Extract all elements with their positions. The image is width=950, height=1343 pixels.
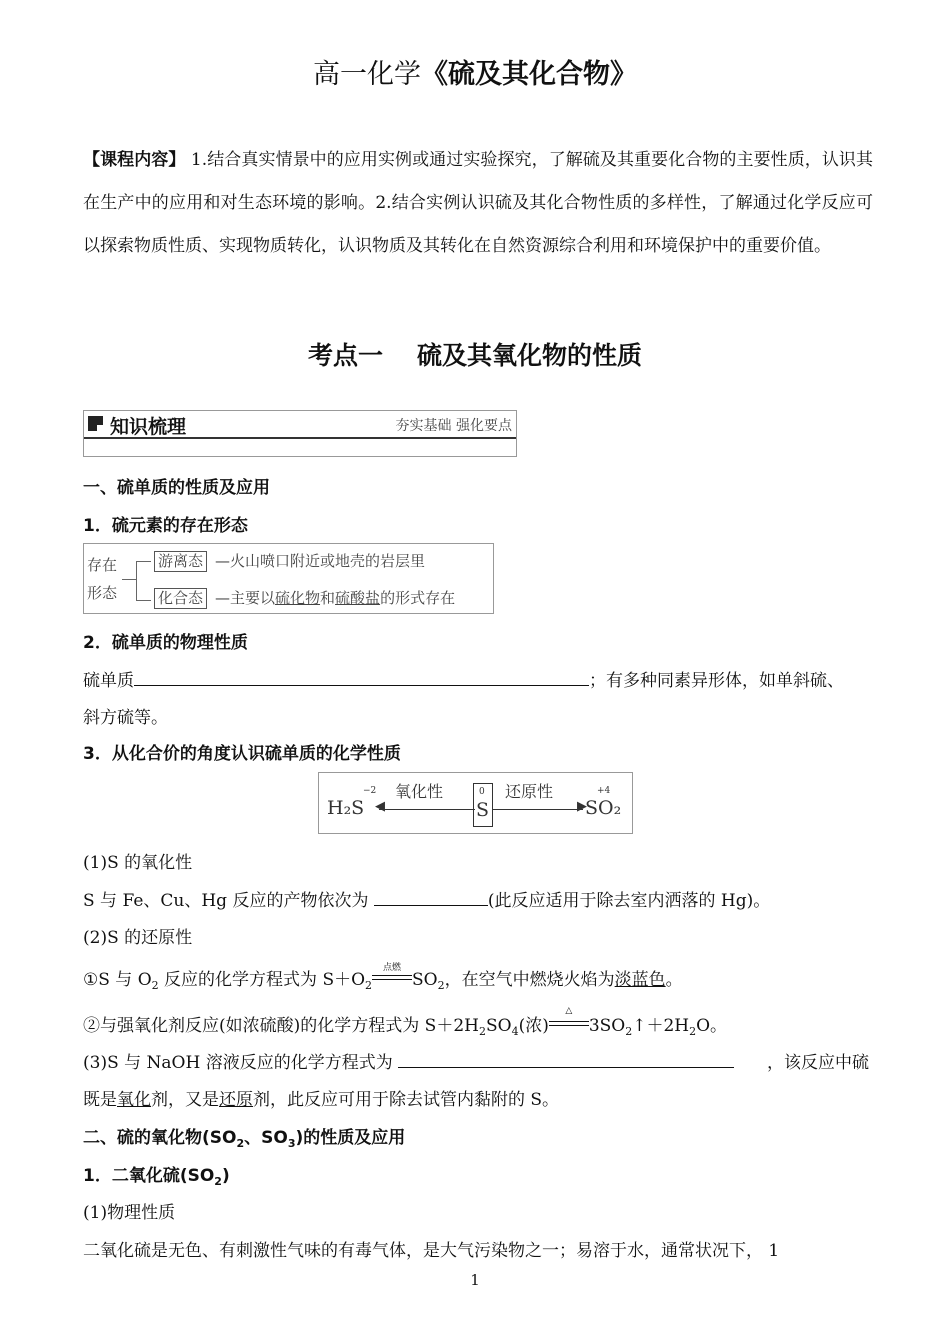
answer-blank[interactable]: [374, 891, 488, 906]
combined-state-box: 化合态: [154, 588, 207, 609]
answer-blank[interactable]: [134, 671, 589, 686]
answer-blank[interactable]: [398, 1053, 734, 1068]
existence-diagram: 存在 形态 游离态 —火山喷口附近或地壳的岩层里 化合态 —主要以硫化物和硫酸盐的形式存在: [83, 543, 494, 614]
equation-1: ①S 与 $O_2$ 反应的化学方程式为 $S+O_2$ 点燃 $SO_2$，在空气中燃烧火焰为淡蓝色。: [83, 963, 683, 992]
equation-2: ②与强氧化剂反应(如浓硫酸)的化学方程式为 $S+2H_2SO_4$(浓) △ $3SO_2↑+2H_2O$。: [83, 1006, 728, 1038]
heading-s21: 1．二氧化硫$(SO_2)$: [83, 1166, 230, 1188]
valence-diagram: H₂S −2 ◀ 氧化性 0 S ▶ 还原性 +4 SO₂: [318, 772, 633, 834]
square-icon: [88, 416, 103, 431]
p1a-line: S 与 Fe、Cu、Hg 反应的产物依次为 (此反应适用于除去室内洒落的 Hg)。: [83, 891, 771, 911]
heading-s3: 3．从化合价的角度认识硫单质的化学性质: [83, 744, 401, 764]
document-page: 高一化学《硫及其化合物》 【课程内容】 1.结合真实情景中的应用实例或通过实验探究，了解硫及其重要化合物的主要性质，认识其在生产中的应用和对生态环境的影响。2.结合实例认识硫及其化合物性质的多样性，了解通过化学反应可以探索物质性质、实现物质转化，认识物质及其转化在自然资源综合利用和环境保护中的重要价值。 考点一 硫及其氧化物的性质 知识梳理 夯实基础 强化要点 一、硫单质的性质及应用 1．硫元素的存在形态 存在 形态 游离态 —火山喷口附近或地壳的岩层里 化合态 —主要以硫化物和硫酸盐的形式存在 2．硫单质的物理性质 硫单质 ；有多种同素异形体，如单斜硫、 斜方硫等。 3．从化合价的角度认识硫单质的化学性质 H₂S −2 ◀ 氧化性 0 S ▶ 还原性 +4 SO₂ (1)S 的氧化性 S 与 Fe、Cu、Hg 反应的产物依次为 (此反应适用于除去室内洒落的 Hg)。 (2)S 的还原性 ①S 与 $O_2$ 反应的化学方程式为 $S+O_2$ 点燃 $SO_2$，在空气中燃烧火焰为淡蓝色。 ②与强氧化剂反应(如浓硫酸)的化学方程式为 $S+2H_2SO_4$(浓) △ $3SO_2↑+2H_2O$。 (3)S 与 NaOH 溶液反应的化学方程式为 ，该反应中硫 既是氧化剂，又是还原剂，此反应可用于除去试管内黏附的 S。 二、硫的氧化物($SO_2$、$SO_3$)的性质及应用 1．二氧化硫$(SO_2)$ (1)物理性质 二氧化硫是无色、有刺激性气味的有毒气体，是大气污染物之一；易溶于水，通常状况下， 1 1: [0, 0, 950, 1343]
heading-sec2: 二、硫的氧化物($SO_2$、$SO_3$)的性质及应用: [83, 1128, 406, 1150]
section-heading-kaodian: 考点一 硫及其氧化物的性质: [307, 341, 643, 370]
course-content: 【课程内容】 1.结合真实情景中的应用实例或通过实验探究，了解硫及其重要化合物的主要性质，认识其在生产中的应用和对生态环境的影响。2.结合实例认识硫及其化合物性质的多样性，了解通过化学反应可以探索物质性质、实现物质转化，认识物质及其转化在自然资源综合利用和环境保护中的重要价值。: [83, 150, 874, 256]
knowledge-banner: 知识梳理 夯实基础 强化要点: [83, 410, 517, 457]
heading-s2: 2．硫单质的物理性质: [83, 633, 248, 653]
heading-sec1: 一、硫单质的性质及应用: [83, 478, 270, 498]
phys-line: 硫单质 ；有多种同素异形体，如单斜硫、: [83, 671, 844, 691]
p3-line: (3)S 与 NaOH 溶液反应的化学方程式为 ，该反应中硫: [83, 1053, 869, 1073]
document-title: 高一化学《硫及其化合物》: [313, 59, 637, 90]
heading-s1: 1．硫元素的存在形态: [83, 516, 248, 536]
page-number: 1: [470, 1271, 480, 1289]
free-state-box: 游离态: [154, 551, 207, 572]
